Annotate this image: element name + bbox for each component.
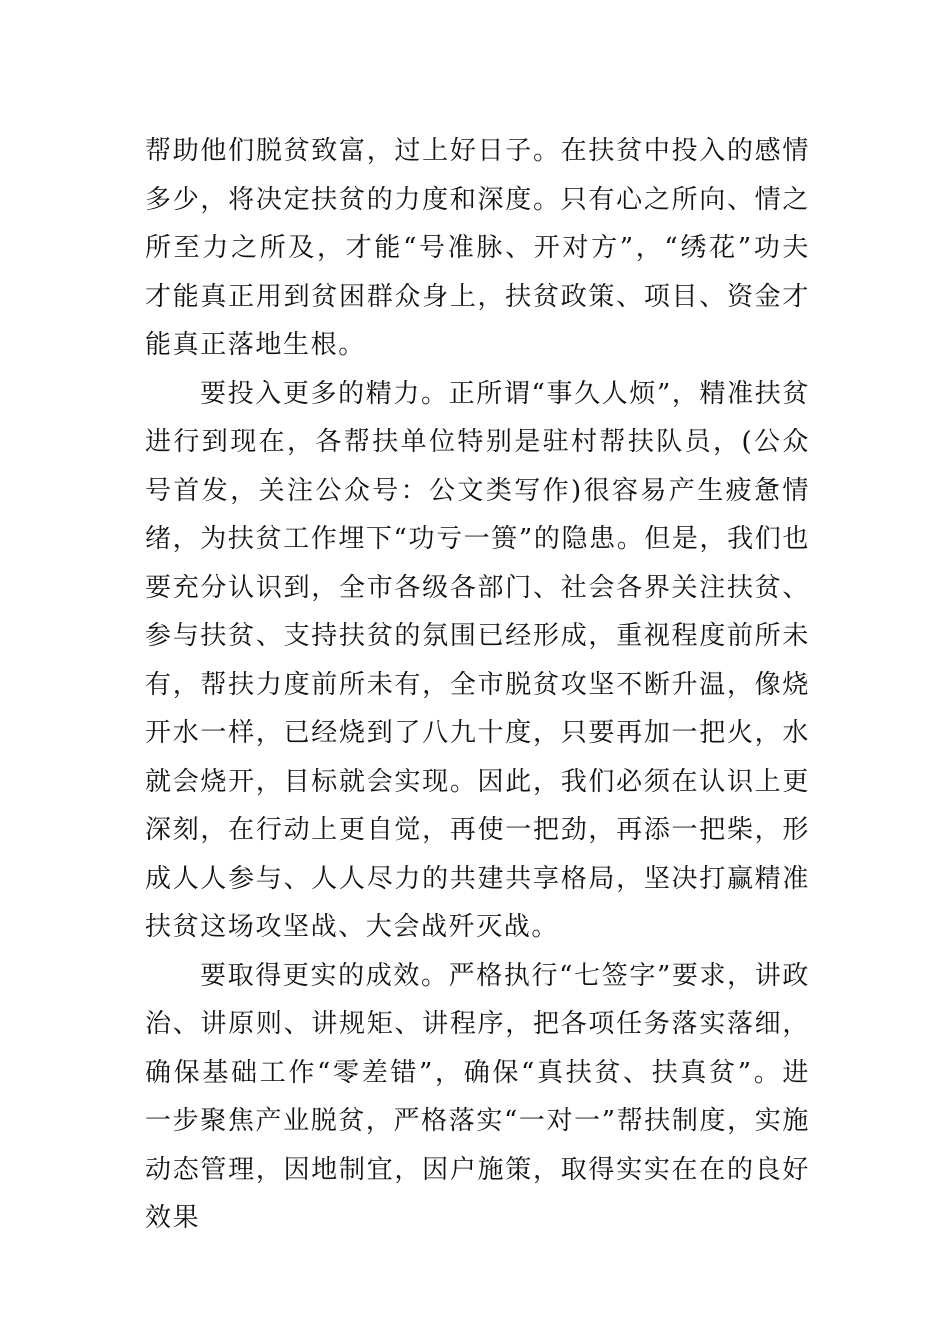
paragraph-1: 帮助他们脱贫致富，过上好日子。在扶贫中投入的感情多少，将决定扶贫的力度和深度。只有心之所向、情之所至力之所及，才能“号准脉、开对方”，“绣花”功夫才能真正用到贫困群众身上，扶贫政策、项目、资金才能真正落地生根。 [145,136,810,360]
document-body [145,127,810,1243]
paragraph-2: 要投入更多的精力。正所谓“事久人烦”，精准扶贫进行到现在，各帮扶单位特别是驻村帮扶队员，(公众号首发，关注公众号：公文类写作)很容易产生疲惫情绪，为扶贫工作埋下“功亏一篑”的隐患。但是，我们也要充分认识到，全市各级各部门、社会各界关注扶贫、参与扶贫、支持扶贫的氛围已经形成，重视程度前所未有，帮扶力度前所未有，全市脱贫攻坚不断升温，像烧开水一样，已经烧到了八九十度，只要再加一把火，水就会烧开，目标就会实现。因此，我们必须在认识上更深刻，在行动上更自觉，再使一把劲，再添一把柴，形成人人参与、人人尽力的共建共享格局，坚决打赢精准扶贫这场攻坚战、大会战歼灭战。 [145,378,810,942]
paragraph-3: 要取得更实的成效。严格执行“七签字”要求，讲政治、讲原则、讲规矩、讲程序，把各项任务落实落细，确保基础工作“零差错”，确保“真扶贫、扶真贫”。进一步聚焦产业脱贫，严格落实“一对一”帮扶制度，实施动态管理，因地制宜，因户施策，取得实实在在的良好效果 [145,960,810,1233]
